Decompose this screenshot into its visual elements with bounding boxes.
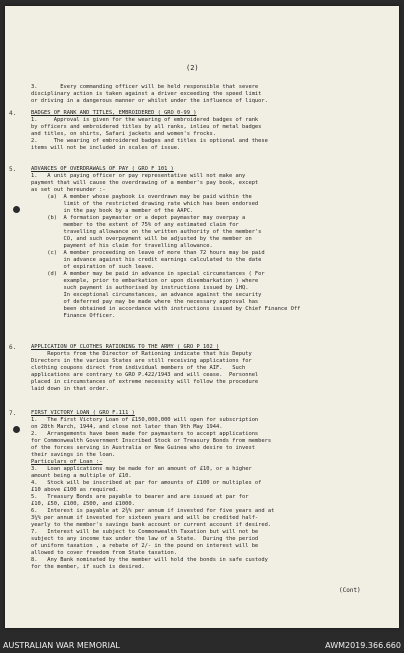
body-line: payment that will cause the overdrawing of a member's pay book, except [31, 180, 259, 186]
body-line: 3. Loan applications may be made for an amount of £10, or a higher [31, 466, 252, 472]
body-line: 3¼% per annum if invested for sixteen years and will be credited half- [31, 515, 259, 521]
body-line: allowed to cover freedom from State taxation. [31, 550, 178, 556]
body-line: by officers and embroidered titles by all ranks, inlieu of metal badges [31, 124, 262, 130]
body-line: yearly to the member's savings bank account or current account if desired. [31, 522, 272, 528]
body-line: 2. Arrangements have been made for paymasters to accept applications [31, 431, 259, 437]
section-heading: ADVANCES OF OVERDRAWALS OF PAY ( GRO F 101 ) [31, 166, 174, 172]
body-line: 3. Every commanding officer will be held responsible that severe [31, 84, 259, 90]
body-line: member to the extent of 75% of any estimated claim for [31, 222, 239, 228]
body-line: travelling allowance on the written authority of the member's [31, 229, 262, 235]
body-line: £10 above £100 as required. [31, 487, 119, 493]
section-heading: FIRST VICTORY LOAN ( GRO F.111 ) [31, 410, 135, 416]
body-line: In exceptional circumstances, an advance against the security [31, 292, 262, 298]
body-line: disciplinary action is taken against a driver exceeding the speed limit [31, 91, 262, 97]
section-heading: APPLICATION OF CLOTHES RATIONING TO THE ARMY ( GRO P 102 ) [31, 344, 220, 350]
body-line: (b) A formation paymaster or a depot paymaster may overpay a [31, 215, 246, 221]
body-line: for the member, if such is desired. [31, 564, 145, 570]
body-line: 6. Interest is payable at 2¾% per annum if invested for five years and at [31, 508, 275, 514]
body-line: in the pay book by a member of the AAPC. [31, 208, 194, 214]
body-line: and titles, on shirts, Safari jackets and women's frocks. [31, 131, 216, 137]
continued-marker: (Cont) [339, 587, 361, 594]
body-line: laid down in that order. [31, 386, 109, 392]
footer-accession: AWM2019.366.660 [325, 641, 401, 650]
section-number: 4. [9, 110, 17, 117]
body-line: Finance Officer. [31, 313, 116, 319]
body-line: 4. Stock will be inscribed at par for amounts of £100 or multiples of [31, 480, 262, 486]
footer-bar [0, 638, 404, 653]
page-number: (2) [186, 64, 199, 72]
punch-hole [13, 206, 20, 213]
body-line: subject to any income tax under the law of a State. During the period [31, 536, 259, 542]
body-line: of the forces serving in Australia or New Guinea who desire to invest [31, 445, 255, 451]
body-line: Directors in the various States are still receiving applications for [31, 358, 252, 364]
body-line: such payment is authorised by instructions issued by LHQ. [31, 285, 249, 291]
section-heading: BADGES OF RANK AND TITLES, EMBROIDERED ( GRO 0-99 ) [31, 110, 197, 116]
section-number: 5. [9, 166, 17, 173]
body-line: or driving in a dangerous manner or whilst under the influence of liquor. [31, 98, 268, 104]
body-line: 8. Any Bank nominated by the member will hold the bonds in safe custody [31, 557, 268, 563]
body-line: Reports from the Director of Rationing indicate that his Deputy [31, 351, 252, 357]
body-line: payment of his claim for travelling allowance. [31, 243, 213, 249]
section-number: 7. [9, 410, 17, 417]
body-line: example, prior to embarkation or upon disembarkation ) where [31, 278, 259, 284]
body-line: (d) A member may be paid in advance in special circumstances ( For [31, 271, 265, 277]
section-number: 6. [9, 344, 17, 351]
body-line: their savings in the loan. [31, 452, 116, 458]
body-line: 2. The wearing of embroidered badges and titles is optional and these [31, 138, 268, 144]
body-line: £10, £50, £100, £500, and £1000. [31, 501, 135, 507]
body-line: as set out hereunder :- [31, 187, 106, 193]
body-line: 7. Interest will be subject to Commonwealth Taxation but will not be [31, 529, 259, 535]
body-line: of expiration of such leave. [31, 264, 155, 270]
body-line: been obtained in accordance with instructions issued by Chief Finance Off [31, 306, 301, 312]
body-line: items will not be included in scales of issue. [31, 145, 181, 151]
body-line: CO, and such overpayment will be adjusted by the member on [31, 236, 252, 242]
body-line: applications are contrary to GRO P.422/1943 and will cease. Personnel [31, 372, 259, 378]
body-line: clothing coupons direct from individual members of the AIF. Such [31, 365, 246, 371]
body-line: for Commonwealth Government Inscribed Stock or Treasury Bonds from members [31, 438, 272, 444]
body-line: 1. Approval is given for the wearing of embroidered badges of rank [31, 117, 259, 123]
body-line: placed in circumstances of extreme necessity will follow the procedure [31, 379, 259, 385]
body-line: 1. A unit paying officer or pay representative will not make any [31, 173, 246, 179]
footer-source: AUSTRALIAN WAR MEMORIAL [3, 641, 120, 650]
body-line: in advance against his credit earnings calculated to the date [31, 257, 262, 263]
body-line: of uniform taxation , a rebate of 2/- in the pound on interest will be [31, 543, 259, 549]
body-line: 1. The First Victory Loan of £150,000,000 will open for subscription [31, 417, 259, 423]
body-line: of deferred pay may be made where the necessary approval has [31, 299, 259, 305]
body-line: limit of the restricted drawing rate which has been endorsed [31, 201, 259, 207]
body-line: on 28th March, 1944, and close not later than 9th May 1944. [31, 424, 223, 430]
punch-hole [13, 426, 20, 433]
document-page [5, 6, 399, 628]
body-line: (a) A member whose paybook is overdrawn may be paid within the [31, 194, 252, 200]
subheading: Particulars of Loan :- [31, 459, 103, 465]
body-line: 5. Treasury Bonds are payable to bearer and are issued at par for [31, 494, 249, 500]
body-line: (c) A member proceeding on leave of more than 72 hours may be paid [31, 250, 265, 256]
body-line: amount being a multiple of £10. [31, 473, 132, 479]
